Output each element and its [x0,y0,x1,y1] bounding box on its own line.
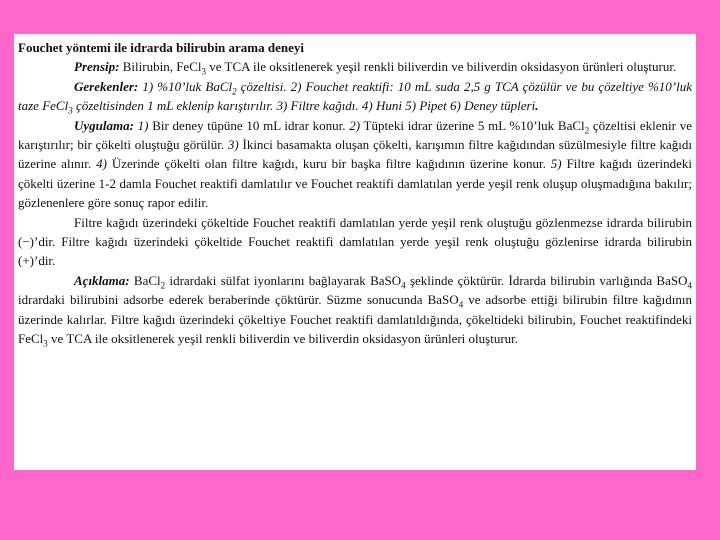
subscript: 3 [43,338,48,349]
paragraph-uygulama [18,116,692,213]
label-prensip: Prensip: [74,59,120,75]
text-aciklama-e: ve adsorbe ettiği bilirubin filtre kağıdının üzerinde kalırlar. Filtre kağıdı üzerindeki çökeltiye Fouchet reaktifi damlatıldığında, çökeltideki bilirubin, Fouchet reaktifindeki FeCl [18,292,693,347]
label-aciklama: Açıklama: [74,272,130,288]
text-aciklama-d: idrardaki bilirubini adsorbe ederek beraberinde çöktürür. Süzme sonucunda BaSO [18,292,459,308]
subscript: 4 [458,299,464,310]
subscript: 2 [160,280,166,291]
subscript: 4 [687,280,692,291]
text-aciklama-f: ve TCA ile oksitlenerek yeşil renkli biliverdin ve biliverdin oksidasyon ürünleri oluşturur. [47,331,519,347]
document-page [14,34,696,470]
paragraph-filtre: Filtre kağıdı üzerindeki çökeltide Fouchet reaktifi damlatılan yerde yeşil renk oluştuğu gözlenmezse idrarda bilirubin (−)’dir. Filtre kağıdı üzerindeki çökeltide Fouchet reaktifi damlatılan yerde yeşil renk oluştuğu gözlenirse idrarda bilirubin (+)’dir. [18,214,692,269]
text-gerekenler-b: çözeltisi. 2) Fouchet reaktifi: 10 mL suda 2,5 g TCA çözülür ve bu çözeltiye %10’luk taze FeCl [18,78,693,114]
step-3-text: İkinci basamakta oluşan çökelti, karışımın filtre kağıdından süzülmesiyle filtre kağıdı üzerine alınır. [18,137,692,172]
text-gerekenler-c: çözeltisinden 1 mL eklenip karıştırılır. 3) Filtre kağıdı. 4) Huni 5) Pipet 6) Deney tüpleri [72,98,536,114]
text-prensip-b: ve TCA ile oksitlenerek yeşil renkli biliverdin ve biliverdin oksidasyon ürünleri oluşturur. [205,59,677,75]
subscript: 2 [232,86,237,97]
step-1-text: Bir deney tüpüne 10 mL idrar konur. [148,117,346,133]
label-gerekenler: Gerekenler: [74,78,139,94]
label-uygulama: Uygulama: [74,117,134,133]
text-gerekenler-a: 1) %10’luk BaCl [138,78,233,94]
paragraph-aciklama [18,271,692,349]
step-1-number: 1) [133,117,149,133]
paragraph-prensip [18,57,692,76]
paragraph-gerekenler [18,77,692,116]
step-2-text: Tüpteki idrar üzerine 5 mL %10’luk BaCl [360,117,585,133]
document-title: Fouchet yöntemi ile idrarda bilirubin arama deneyi [18,40,304,55]
subscript: 3 [68,105,73,116]
text-prensip-a: Bilirubin, FeCl [119,59,202,75]
text-aciklama-b: idrardaki sülfat iyonlarını bağlayarak BaSO [165,272,402,288]
step-3-number: 3) [224,137,239,153]
step-4-text: Üzerinde çökelti olan filtre kağıdı, kuru bir başka filtre kağıdının üzerine konur. [106,156,546,172]
text-aciklama-c: şeklinde çöktürür. İdrarda bilirubin varlığında BaSO [405,272,688,288]
text-gerekenler-d: . [535,98,539,114]
subscript: 3 [201,67,206,77]
step-2-text-b: çözeltisi eklenir ve karıştırılır; bir çökelti oluştuğu görülür. [18,117,692,153]
text-aciklama-a: BaCl [129,272,161,288]
step-5-number: 5) [545,156,562,172]
subscript: 2 [584,125,590,136]
step-4-number: 4) [91,156,107,172]
subscript: 4 [401,280,406,291]
step-5-text: Filtre kağıdı üzerindeki çökelti üzerine 1-2 damla Fouchet reaktifi damlatılır ve Fouchet reaktifi damlatılan yerde yeşil renk oluşup oluşmadığına bakılır; gözlenenlere göre sonuç rapor edilir. [18,156,692,211]
step-2-number: 2) [345,117,361,133]
